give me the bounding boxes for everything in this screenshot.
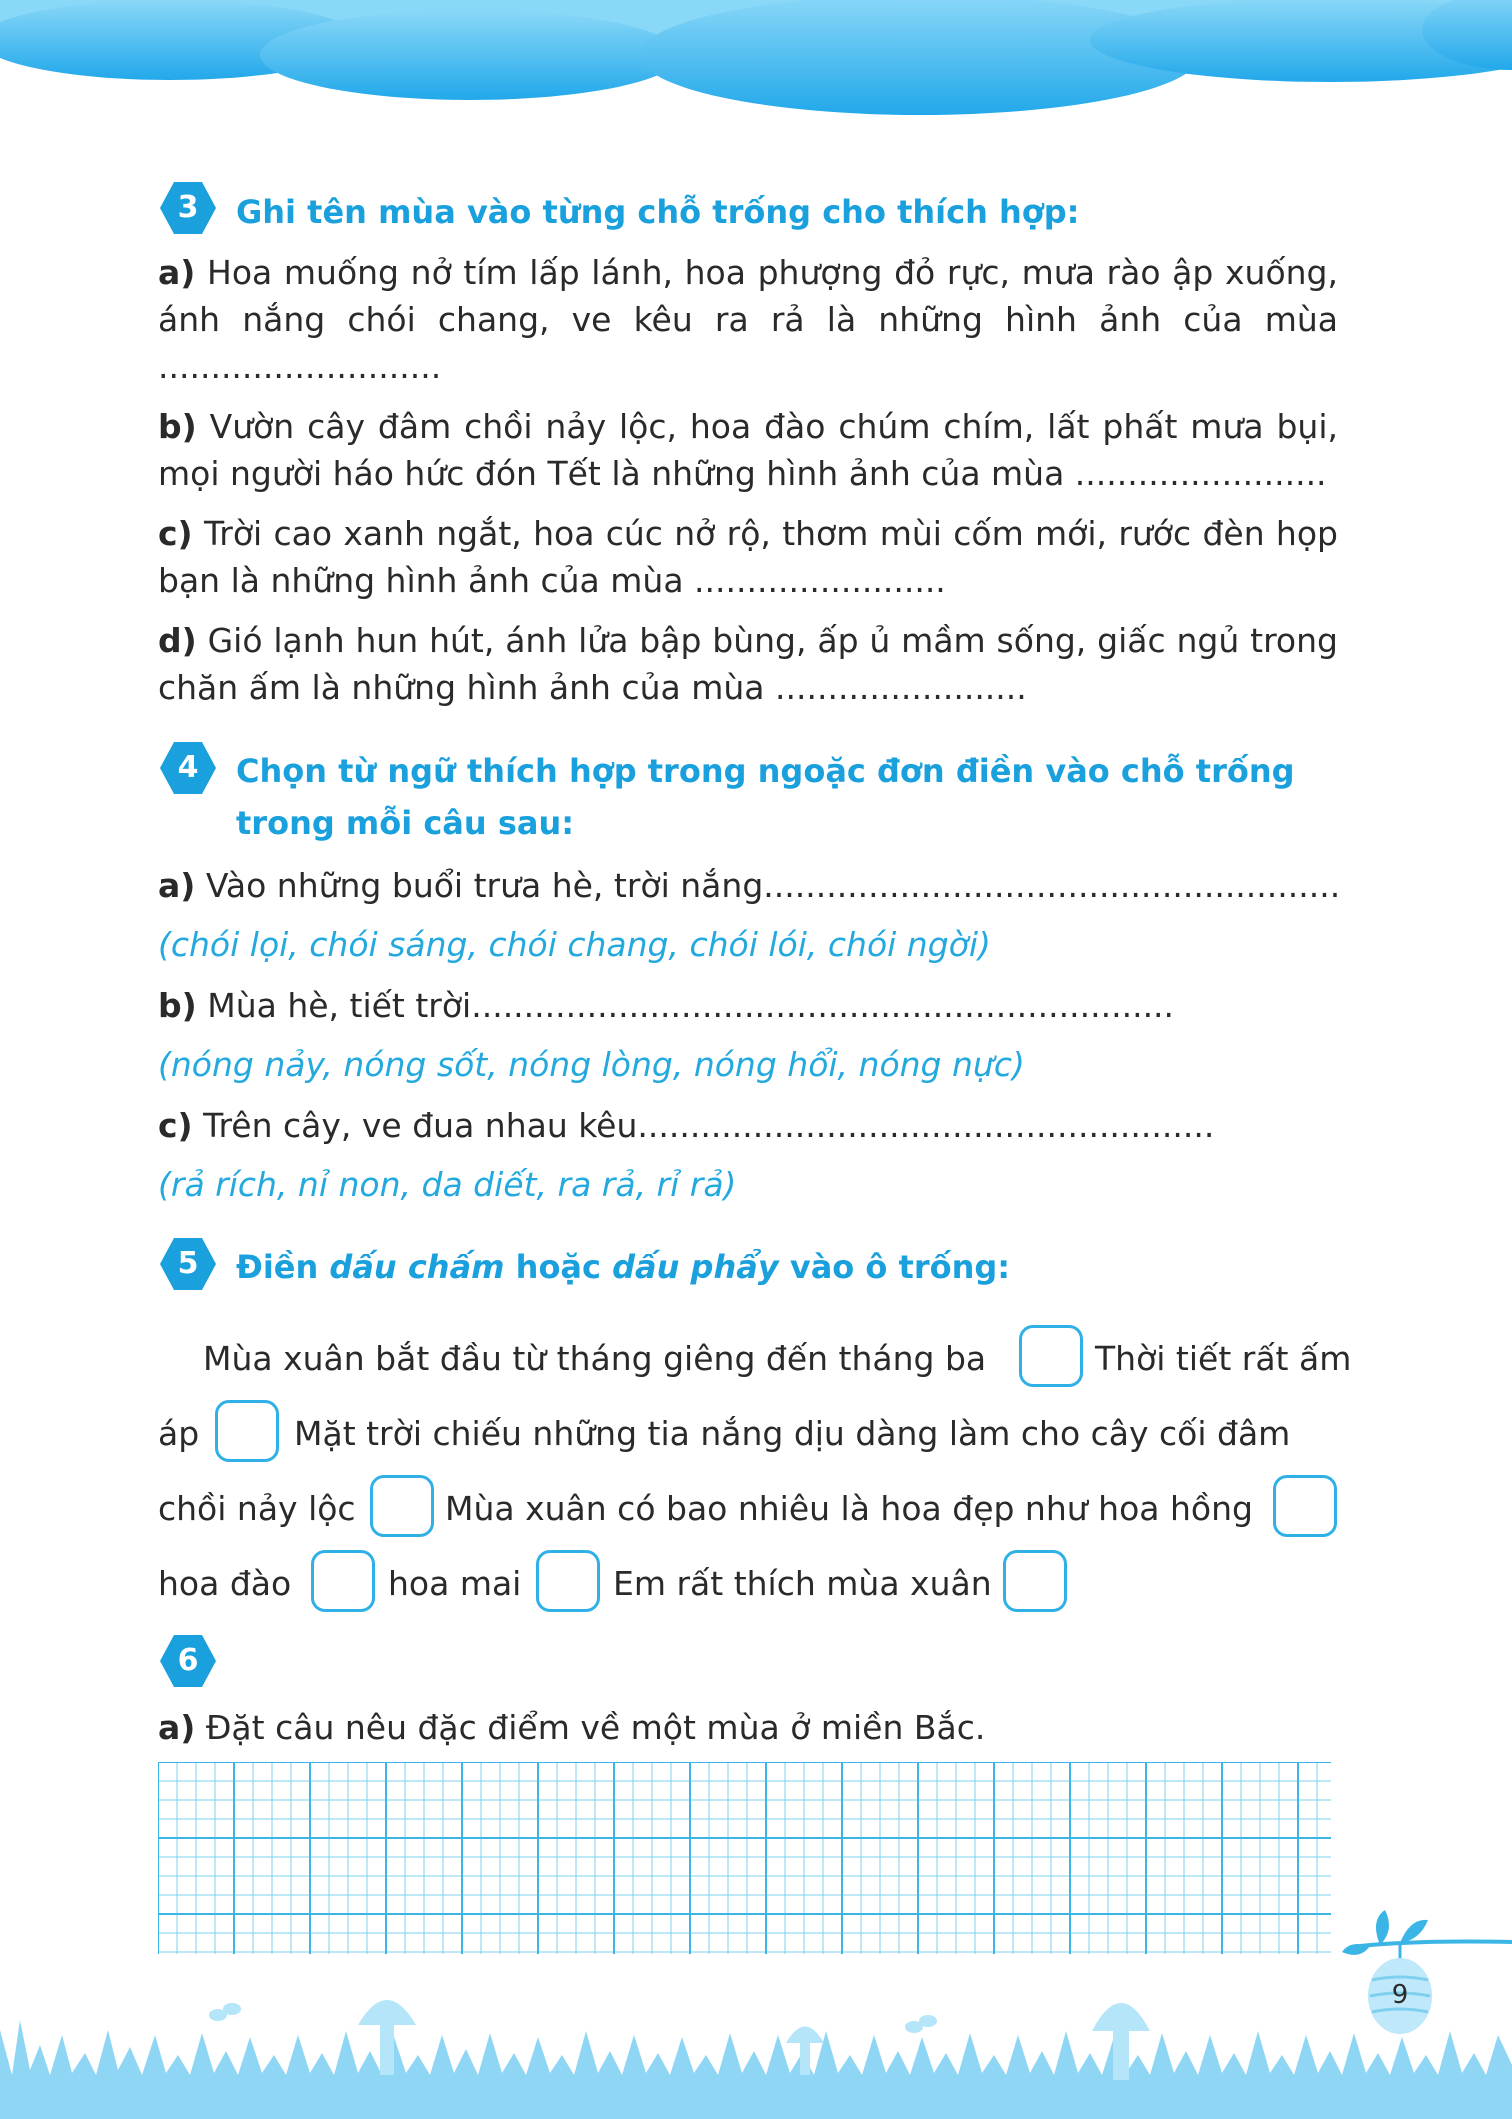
answer-box[interactable] [311, 1550, 375, 1612]
item-text: Hoa muống nở tím lấp lánh, hoa phượng đỏ rực, mưa rào ập xuống, ánh nắng chói chang, ve kêu ra rả là những hình ảnh của mùa ........................... [158, 253, 1338, 386]
item-label: c) [158, 514, 193, 553]
item-label: c) [158, 1106, 193, 1145]
word-options: (chói lọi, chói sáng, chói chang, chói lói, chói ngời) [158, 925, 991, 964]
item-text: Vào những buổi trưa hè, trời nắng....................................................... [205, 866, 1341, 905]
passage-text: hoa đào [158, 1564, 292, 1603]
item-text: Đặt câu nêu đặc điểm về một mùa ở miền Bắc. [205, 1708, 986, 1747]
writing-grid[interactable] [158, 1762, 1331, 1954]
page-number: 9 [1391, 1980, 1409, 2010]
passage-text: Em rất thích mùa xuân [613, 1564, 992, 1603]
item-a [158, 862, 1358, 909]
question-number: 6 [177, 1643, 199, 1678]
passage-text: chồi nảy lộc [158, 1489, 356, 1528]
item-label: a) [158, 866, 196, 905]
word-options: (nóng nảy, nóng sốt, nóng lòng, nóng hổi, nóng nực) [158, 1045, 1025, 1084]
item-text: Mùa hè, tiết trời................................................................... [207, 986, 1175, 1025]
item-label: b) [158, 986, 197, 1025]
item-label: a) [158, 1708, 196, 1747]
item-label: d) [158, 621, 197, 660]
item-text: Vườn cây đâm chồi nảy lộc, hoa đào chúm chím, lất phất mưa bụi, mọi người háo hức đón Tết là những hình ảnh của mùa ........................ [158, 407, 1338, 493]
word-options: (rả rích, nỉ non, da diết, ra rả, rỉ rả) [158, 1165, 737, 1204]
emphasis: dấu phẩy [612, 1248, 779, 1286]
item-text: Gió lạnh hun hút, ánh lửa bập bùng, ấp ủ mầm sống, giấc ngủ trong chăn ấm là những hình ảnh của mùa ........................ [158, 621, 1338, 707]
passage-text: áp [158, 1414, 200, 1453]
emphasis: dấu chấm [329, 1248, 505, 1286]
passage-text: hoa mai [388, 1564, 522, 1603]
question-number-badge [160, 1633, 216, 1689]
answer-box[interactable] [370, 1475, 434, 1537]
question-title: Chọn từ ngữ thích hợp trong ngoặc đơn điền vào chỗ trống trong mỗi câu sau: [236, 752, 1295, 842]
item-d [158, 617, 1338, 711]
passage-text: Mùa xuân bắt đầu từ tháng giêng đến tháng ba [203, 1339, 987, 1378]
question-number: 4 [177, 750, 199, 785]
item-a [158, 1704, 985, 1751]
grass-border [0, 1935, 1512, 2119]
item-b [158, 982, 1358, 1029]
answer-box[interactable] [536, 1550, 600, 1612]
item-label: a) [158, 253, 196, 292]
answer-box[interactable] [1019, 1325, 1083, 1387]
question-title: Điền dấu chấm hoặc dấu phẩy vào ô trống: [236, 1248, 1011, 1286]
passage-text: Mùa xuân có bao nhiêu là hoa đẹp như hoa hồng [445, 1489, 1253, 1528]
passage-text: Thời tiết rất ấm [1095, 1339, 1352, 1378]
answer-box[interactable] [215, 1400, 279, 1462]
passage-text: Mặt trời chiếu những tia nắng dịu dàng làm cho cây cối đâm [294, 1414, 1291, 1453]
answer-box[interactable] [1003, 1550, 1067, 1612]
item-label: b) [158, 407, 197, 446]
item-c [158, 1102, 1358, 1149]
question-number-badge [160, 1236, 216, 1292]
answer-box[interactable] [1273, 1475, 1337, 1537]
question-number: 3 [177, 190, 199, 225]
item-b [158, 403, 1338, 497]
question-number-badge [160, 180, 216, 236]
cloud-banner [0, 0, 1512, 125]
question-number: 5 [177, 1246, 199, 1281]
item-text: Trời cao xanh ngắt, hoa cúc nở rộ, thơm mùi cốm mới, rước đèn họp bạn là những hình ảnh của mùa ........................ [158, 514, 1338, 600]
question-title: Ghi tên mùa vào từng chỗ trống cho thích hợp: [236, 193, 1080, 231]
question-number-badge [160, 740, 216, 796]
item-text: Trên cây, ve đua nhau kêu....................................................... [203, 1106, 1215, 1145]
item-a [158, 249, 1338, 390]
item-c [158, 510, 1338, 604]
beehive-icon [1340, 1900, 1512, 2040]
